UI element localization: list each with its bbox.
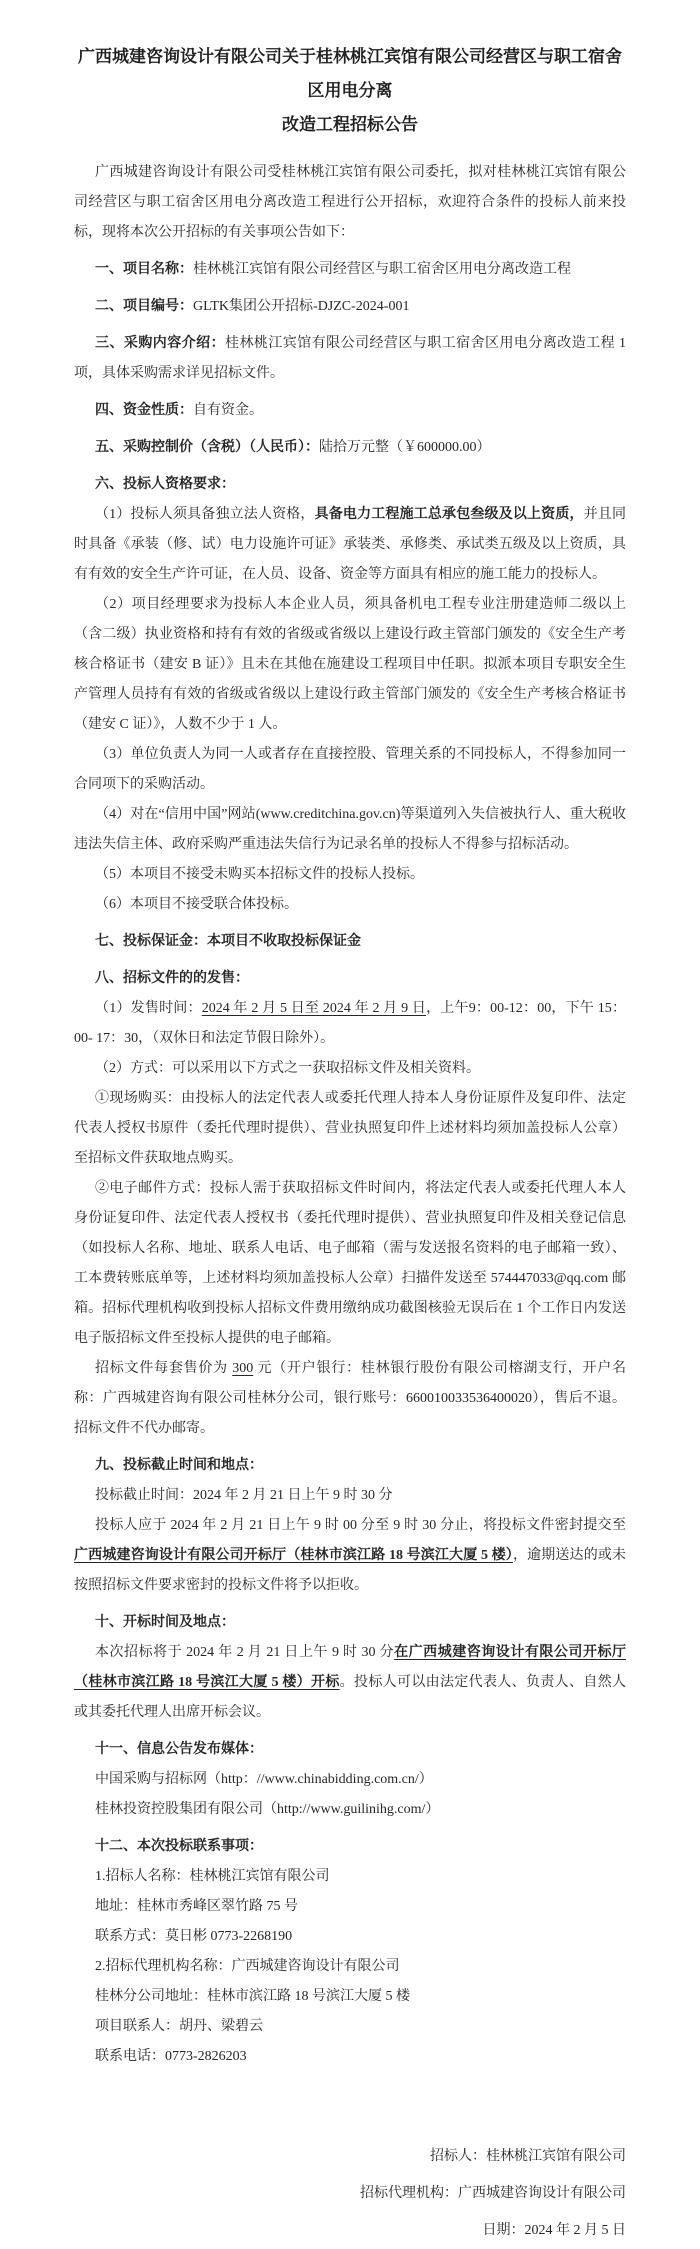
text-segment: 中国采购与招标网（http：//www.chinabidding.com.cn/） [95,1772,433,1787]
text-segment: （2）方式：可以采用以下方式之一获取招标文件及相关资料。 [95,1061,480,1076]
text-segment: 地址：桂林市秀峰区翠竹路 75 号 [95,1899,298,1914]
paragraph-qual-1 [74,500,626,590]
text-segment: 元（开户银行：桂林银行股份有限公司榕湖支行，开户名称：广西城建咨询有限公司桂林分公司，银行账号：660010033536400020），售后不退。招标文件不代办邮寄。 [74,1361,627,1436]
text-segment: 联系方式：莫日彬 0773-2268190 [95,1929,293,1944]
paragraph-deadline-place [74,1511,626,1601]
paragraph-qual-6 [74,890,626,920]
paragraph-contact-tenderee-addr [74,1892,626,1922]
paragraph-intro [74,158,626,248]
emphasized-text: 在广西城建咨询设计有限公司开标厅（桂林市滨江路 18 号滨江大厦 5 楼）开标 [74,1645,627,1690]
emphasized-text: 六、投标人资格要求： [95,477,235,492]
text-segment: 1.招标人名称：桂林桃江宾馆有限公司 [95,1869,330,1884]
text-segment: 招标文件每套售价为 [95,1361,233,1376]
document-body [74,158,626,2072]
paragraph-qual-3 [74,740,626,800]
section-heading-sec-5-price [74,433,626,463]
section-heading-sec-3-content [74,329,626,389]
paragraph-contact-agency-name [74,1952,626,1982]
section-heading-sec-11-media [74,1735,626,1765]
section-heading-sec-9-deadline [74,1451,626,1481]
emphasized-text: 二、项目编号： [95,299,193,314]
emphasized-text: 广西城建咨询设计有限公司开标厅（桂林市滨江路 18 号滨江大厦 5 楼） [74,1548,513,1563]
paragraph-contact-agency-phone [74,2042,626,2072]
text-segment: 投标截止时间：2024 年 2 月 21 日上午 9 时 30 分 [95,1488,393,1503]
paragraph-qual-2 [74,590,626,740]
text-segment: （1）投标人须具备独立法人资格， [95,507,315,522]
text-segment: 广西城建咨询设计有限公司受桂林桃江宾馆有限公司委托，拟对桂林桃江宾馆有限公司经营区与职工宿舍区用电分离改造工程进行公开招标，欢迎符合条件的投标人前来投标，现将本次公开招标的有关事项公告如下： [74,165,626,240]
paragraph-contact-agency-addr [74,1982,626,2012]
emphasized-text: 十、开标时间及地点： [95,1615,235,1630]
emphasized-text: 300 [232,1361,254,1376]
emphasized-text: 八、招标文件的的发售： [95,971,249,986]
text-segment: ，上午9：00-12：00，下午 15：00- 17：30，（双休日和法定节假日除外）。 [74,1001,627,1046]
paragraph-contact-tenderee-name [74,1862,626,1892]
emphasized-text: 三、采购内容介绍： [95,336,226,351]
text-segment: 本次招标将于 2024 年 2 月 21 日上午 9 时 30 分 [95,1645,395,1660]
paragraph-opening-detail [74,1638,626,1728]
document-title [74,40,626,142]
emphasized-text: 七、投标保证金：本项目不收取投标保证金 [95,934,361,949]
paragraph-sale-way-onsite [74,1084,626,1174]
paragraph-qual-4 [74,800,626,860]
paragraph-contact-agency-person [74,2012,626,2042]
emphasized-text: 2024 年 2 月 5 日至 2024 年 2 月 9 日 [201,1001,427,1016]
section-heading-sec-7-deposit [74,927,626,957]
text-segment: 2.招标代理机构名称：广西城建咨询设计有限公司 [95,1959,400,1974]
title-line: 广西城建咨询设计有限公司关于桂林桃江宾馆有限公司经营区与职工宿舍区用电分离 [78,47,622,100]
text-segment: （4）对在“信用中国”网站(www.creditchina.gov.cn)等渠道列入失信被执行人、重大税收违法失信主体、政府采购严重违法失信行为记录名单的投标人不得参与招标活动。 [74,807,626,852]
signature-block [74,2138,626,2249]
emphasized-text: 五、采购控制价（含税）（人民币）： [95,440,319,455]
signature-line: 招标人：桂林桃江宾馆有限公司 [430,2149,626,2164]
text-segment: 并且同时具备《承装（修、试）电力设施许可证》承装类、承修类、承试类五级及以上资质，具有有效的安全生产许可证，在人员、设备、资金等方面具有相应的施工能力的投标人。 [74,507,627,582]
text-segment: （5）本项目不接受未购买本招标文件的投标人投标。 [95,867,424,882]
text-segment: （1）发售时间： [95,1001,202,1016]
emphasized-text: 四、资金性质： [95,403,193,418]
paragraph-sale-way-email [74,1174,626,1354]
text-segment: 桂林投资控股集团有限公司（http://www.guilinihg.com/） [95,1802,440,1817]
section-heading-sec-1-project-name [74,255,626,285]
text-segment: 投标人应于 2024 年 2 月 21 日上午 9 时 00 分至 9 时 30 分止，将投标文件密封提交至 [95,1518,626,1533]
paragraph-media-1 [74,1765,626,1795]
text-segment: ①现场购买：由投标人的法定代表人或委托代理人持本人身份证原件及复印件、法定代表人授权书原件（委托代理时提供）、营业执照复印件上述材料均须加盖投标人公章）至招标文件获取地点购买。 [74,1091,626,1166]
emphasized-text: 具备电力工程施工总承包叁级及以上资质， [314,507,584,522]
emphasized-text: 一、项目名称： [95,262,193,277]
text-segment: （2）项目经理要求为投标人本企业人员，须具备机电工程专业注册建造师二级以上（含二级）执业资格和持有有效的省级或省级以上建设行政主管部门颁发的《安全生产考核合格证书（建安 B 证）》且未在其他在施建设工程项目中任职。拟派本项目专职安全生产管理人员持有有效的省级或省级以上建设行政主管部门颁发的《安全生产考核合格证书（建安 C 证）》，人数不少于 1 人。 [74,597,626,732]
text-segment: ，逾期送达的或未按照招标文件要求密封的投标文件将予以拒收。 [74,1548,627,1593]
text-segment: 项目联系人：胡丹、梁碧云 [95,2019,263,2034]
signature-line: 日期：2024 年 2 月 5 日 [482,2223,626,2238]
text-segment: 桂林桃江宾馆有限公司经营区与职工宿舍区用电分离改造工程 1 项，具体采购需求详见招标文件。 [74,336,627,381]
section-heading-sec-2-project-no [74,292,626,322]
section-heading-sec-6-qualification [74,470,626,500]
paragraph-qual-5 [74,860,626,890]
section-heading-sec-10-opening [74,1608,626,1638]
text-segment: 陆拾万元整（￥600000.00） [319,440,491,455]
paragraph-deadline-time [74,1481,626,1511]
section-heading-sec-12-contact [74,1832,626,1862]
emphasized-text: 十一、信息公告发布媒体： [95,1742,263,1757]
text-segment: （6）本项目不接受联合体投标。 [95,897,298,912]
text-segment: 联系电话：0773-2826203 [95,2049,247,2064]
emphasized-text: 九、投标截止时间和地点： [95,1458,263,1473]
paragraph-contact-tenderee-phone [74,1922,626,1952]
text-segment: GLTK集团公开招标-DJZC-2024-001 [193,299,410,314]
title-line: 改造工程招标公告 [282,115,418,134]
paragraph-media-2 [74,1795,626,1825]
text-segment: （3）单位负责人为同一人或者存在直接控股、管理关系的不同投标人，不得参加同一合同项下的采购活动。 [74,747,626,792]
text-segment: 桂林分公司地址：桂林市滨江路 18 号滨江大厦 5 楼 [95,1989,410,2004]
text-segment: 自有资金。 [193,403,263,418]
text-segment: 桂林桃江宾馆有限公司经营区与职工宿舍区用电分离改造工程 [193,262,571,277]
paragraph-sale-price [74,1354,626,1444]
section-heading-sec-4-funds [74,396,626,426]
text-segment: 。投标人可以由法定代表人、负责人、自然人或其委托代理人出席开标会议。 [74,1675,627,1720]
paragraph-sale-way [74,1054,626,1084]
emphasized-text: 十二、本次投标联系事项： [95,1839,263,1854]
paragraph-sale-time [74,994,626,1054]
signature-line: 招标代理机构：广西城建咨询设计有限公司 [360,2186,626,2201]
text-segment: ②电子邮件方式：投标人需于获取招标文件时间内，将法定代表人或委托代理人本人身份证复印件、法定代表人授权书（委托代理时提供）、营业执照复印件及相关登记信息（如投标人名称、地址、联系人电话、电子邮箱（需与发送报名资料的电子邮箱一致）、工本费转账底单等，上述材料均须加盖投标人公章）扫描件发送至 574447033@qq.com 邮箱。招标代理机构收到投标人招标文件费用缴纳成功截图核验无误后在 1 个工作日内发送电子版招标文件至投标人提供的电子邮箱。 [74,1181,626,1346]
section-heading-sec-8-sale [74,964,626,994]
